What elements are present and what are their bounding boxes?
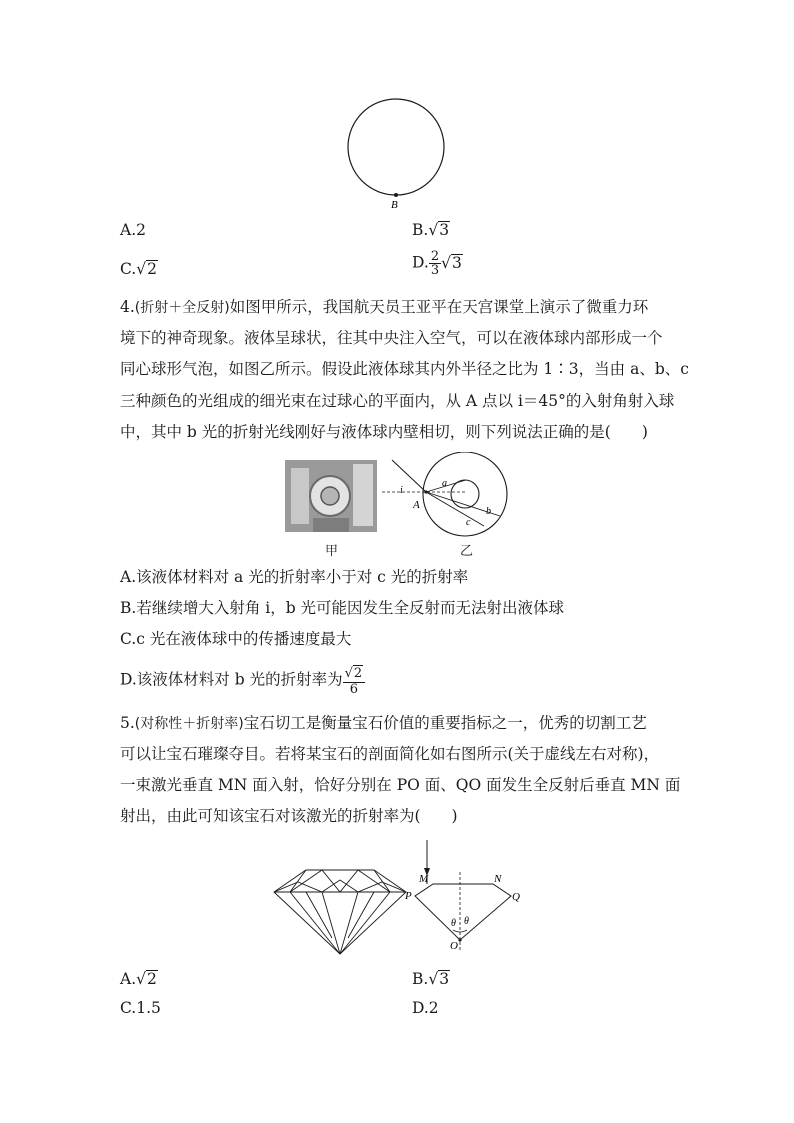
q4-stem-line-1 (120, 296, 648, 319)
q4-option-b[interactable]: B.若继续增大入射角 i，b 光可能因发生全反射而无法射出液体球 (120, 599, 565, 617)
circle-outline (348, 99, 444, 195)
q4-option-d[interactable] (120, 665, 365, 696)
label-N: N (494, 873, 502, 885)
q3-option-c-radicand: 2 (147, 260, 157, 278)
gem-pavilion-6 (348, 892, 374, 938)
label-a: a (442, 478, 447, 489)
q5-option-a-radicand: 2 (147, 970, 157, 988)
q3-option-b[interactable] (412, 219, 450, 241)
theta-arc (453, 930, 467, 932)
label-theta-left: θ (451, 918, 456, 929)
q5-stem-line-1 (120, 712, 647, 735)
gem-pavilion-5 (306, 892, 332, 938)
label-M: M (419, 873, 429, 885)
q3-option-c[interactable] (120, 258, 158, 280)
q5-stem-line-4: 射出，由此可知该宝石对该激光的折射率为( ) (120, 807, 458, 825)
point-a-dot (424, 490, 427, 493)
label-P: P (405, 890, 412, 902)
ray-c (426, 492, 484, 526)
gem-crown-upper-facets (274, 880, 406, 892)
q5-stem-line-2: 可以让宝石璀璨夺目。若将某宝石的剖面简化如右图所示(关于虚线左右对称)， (120, 745, 660, 763)
q4-option-d-prefix: D.该液体材料对 b 光的折射率为 (120, 670, 343, 689)
gem-pavilion-3 (340, 892, 358, 954)
inner-bubble (451, 480, 479, 508)
sqrt-sign: √3 (428, 970, 450, 988)
q5-stem-line-3: 一束激光垂直 MN 面入射，恰好分别在 PO 面、QO 面发生全反射后垂直 MN 面 (120, 776, 681, 794)
sqrt-sign: √3 (428, 221, 450, 239)
q5-option-c[interactable]: C.1.5 (120, 999, 161, 1017)
q5-option-b[interactable] (412, 968, 450, 990)
q5-option-b-prefix: B. (412, 970, 429, 988)
fraction-numerator: 2 (430, 249, 440, 264)
q5-option-a[interactable] (120, 968, 158, 990)
incident-ray (392, 460, 426, 492)
q5-option-a-prefix: A. (120, 970, 137, 988)
q5-line-1-text: 宝石切工是衡量宝石价值的重要指标之一，优秀的切割工艺 (243, 714, 647, 732)
gem-outline (274, 870, 406, 954)
fraction-numerator (343, 665, 366, 683)
label-i: i (400, 485, 403, 496)
air-bubble-photo (321, 487, 339, 505)
q5-tag: (对称性＋折射率) (134, 716, 244, 732)
q3-option-d-prefix: D. (412, 253, 429, 272)
q4-line-1-text: 如图甲所示，我国航天员王亚平在天宫课堂上演示了微重力环 (229, 298, 649, 316)
fraction-denominator: 3 (430, 263, 440, 278)
photo-right-panel (353, 464, 373, 526)
q3-option-d-radicand: 3 (451, 253, 462, 272)
point-b-dot (394, 193, 398, 197)
gem-pavilion-2 (322, 892, 340, 954)
point-o-dot (458, 938, 461, 941)
q3-option-d-fraction (429, 250, 441, 277)
top-circle-figure (340, 92, 455, 212)
q4-optics-diagram (380, 452, 520, 542)
photo-left-panel (291, 468, 309, 524)
sqrt-sign: √2 (344, 666, 363, 681)
q3-option-b-radicand: 3 (439, 221, 450, 239)
q4-caption-right: 乙 (460, 544, 474, 559)
q5-option-d[interactable]: D.2 (412, 999, 439, 1017)
q3-option-c-prefix: C. (120, 260, 137, 278)
label-O: O (450, 940, 458, 952)
q5-gem-drawing (272, 868, 408, 956)
q3-option-a[interactable]: A.2 (120, 221, 146, 239)
label-theta-right: θ (464, 916, 469, 927)
outer-sphere (423, 452, 507, 536)
photo-bottom-shadow (313, 518, 349, 532)
q4-photo-figure (285, 460, 377, 532)
q3-option-b-prefix: B. (412, 221, 429, 239)
q5-option-b-radicand: 3 (439, 970, 450, 988)
gem-crown-facets (290, 870, 390, 892)
sqrt-sign: √3 (441, 253, 462, 272)
q5-number: 5. (120, 714, 135, 732)
q4-option-a[interactable]: A.该液体材料对 a 光的折射率小于对 c 光的折射率 (120, 568, 469, 586)
q4-caption-left: 甲 (325, 544, 339, 559)
q4-option-c[interactable]: C.c 光在液体球中的传播速度最大 (120, 630, 352, 648)
q5-section-diagram (400, 836, 530, 954)
q4-stem-line-5: 中，其中 b 光的折射光线刚好与液体球内壁相切，则下列说法正确的是( ) (120, 423, 648, 441)
label-Q: Q (512, 891, 520, 903)
label-A: A (413, 499, 420, 511)
q4-tag: (折射＋全反射) (134, 300, 230, 316)
fraction-radicand: 2 (353, 666, 363, 681)
label-c: c (466, 517, 471, 528)
sqrt-sign: √2 (136, 260, 157, 278)
label-b: B (391, 199, 398, 211)
q4-stem-line-3: 同心球形气泡，如图乙所示。假设此液体球其内外半径之比为 1∶3，当由 a、b、c (120, 360, 689, 378)
label-b: b (486, 506, 491, 517)
q3-option-d[interactable] (412, 250, 463, 277)
q4-stem-line-4: 三种颜色的光组成的细光束在过球心的平面内，从 A 点以 i＝45°的入射角射入球 (120, 392, 675, 410)
gem-pavilion-4 (340, 892, 390, 954)
q4-option-d-fraction (343, 665, 366, 696)
q4-stem-line-2: 境下的神奇现象。液体呈球状，往其中央注入空气，可以在液体球内部形成一个 (120, 329, 663, 347)
gem-pavilion-1 (290, 892, 340, 954)
fraction-denominator: 6 (349, 682, 359, 697)
q4-number: 4. (120, 298, 135, 316)
sqrt-sign: √2 (136, 970, 157, 988)
